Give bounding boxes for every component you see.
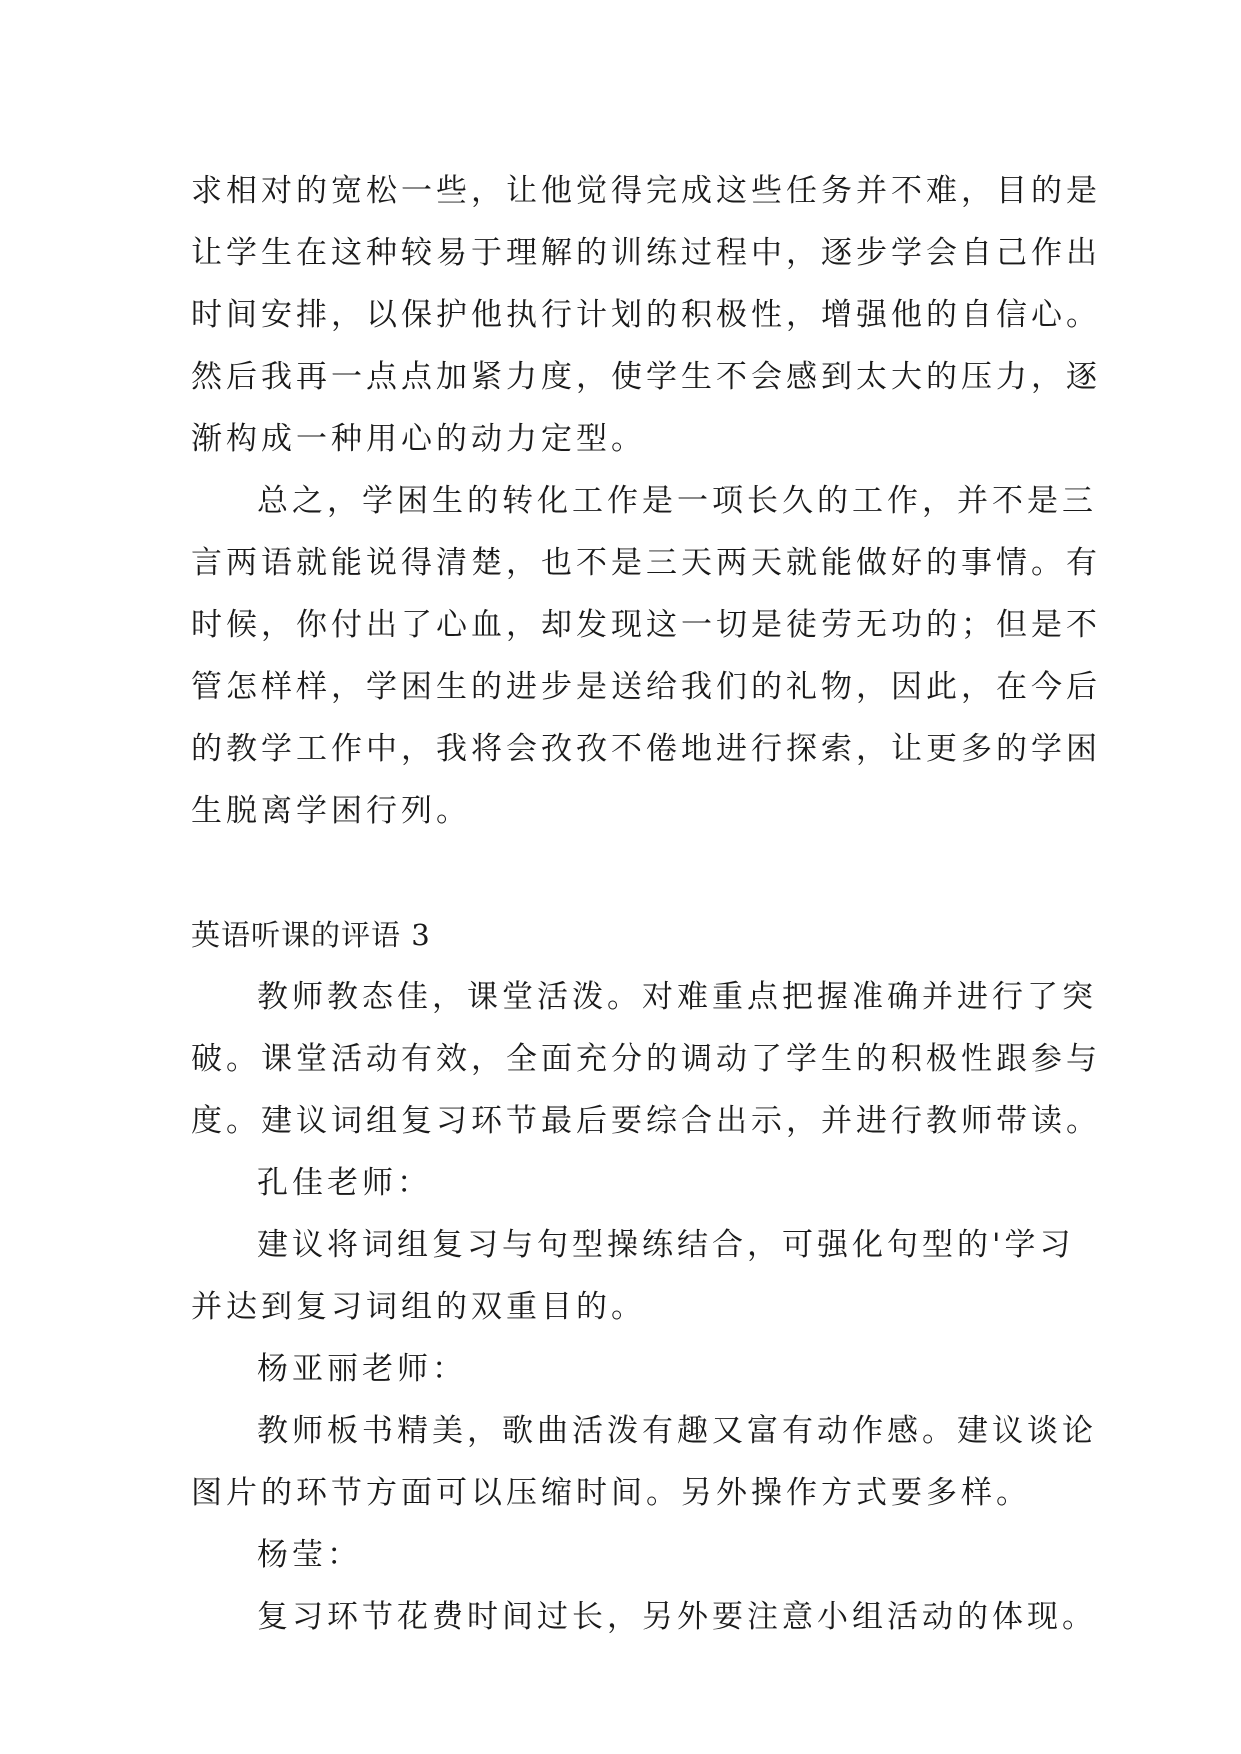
paragraph-line: 言两语就能说得清楚，也不是三天两天就能做好的事情。有 bbox=[191, 545, 1101, 581]
paragraph-line: 求相对的宽松一些，让他觉得完成这些任务并不难，目的是 bbox=[191, 173, 1101, 209]
paragraph-line: 破。课堂活动有效，全面充分的调动了学生的积极性跟参与 bbox=[191, 1041, 1101, 1077]
reviewer-name: 杨莹： bbox=[257, 1537, 362, 1573]
reviewer-name: 孔佳老师： bbox=[257, 1165, 432, 1201]
paragraph-line: 管怎样样，学困生的进步是送给我们的礼物，因此，在今后 bbox=[191, 669, 1101, 705]
paragraph-line: 并达到复习词组的双重目的。 bbox=[191, 1289, 646, 1325]
section-heading: 英语听课的评语 3 bbox=[191, 918, 431, 952]
paragraph-line: 渐构成一种用心的动力定型。 bbox=[191, 421, 646, 457]
paragraph-line: 复习环节花费时间过长，另外要注意小组活动的体现。 bbox=[257, 1599, 1097, 1635]
paragraph-line: 的教学工作中，我将会孜孜不倦地进行探索，让更多的学困 bbox=[191, 731, 1101, 767]
paragraph-line: 总之，学困生的转化工作是一项长久的工作，并不是三 bbox=[257, 483, 1097, 519]
blank-line bbox=[191, 842, 1071, 904]
document-body bbox=[191, 160, 1101, 1648]
paragraph-line: 然后我再一点点加紧力度，使学生不会感到太大的压力，逐 bbox=[191, 359, 1101, 395]
reviewer-name: 杨亚丽老师： bbox=[257, 1351, 467, 1387]
paragraph-line: 让学生在这种较易于理解的训练过程中，逐步学会自己作出 bbox=[191, 235, 1101, 271]
paragraph-line: 建议将词组复习与句型操练结合，可强化句型的'学习 bbox=[257, 1227, 1075, 1263]
paragraph-line: 度。建议词组复习环节最后要综合出示，并进行教师带读。 bbox=[191, 1103, 1101, 1139]
paragraph-line: 教师板书精美，歌曲活泼有趣又富有动作感。建议谈论 bbox=[257, 1413, 1097, 1449]
paragraph-line: 时间安排，以保护他执行计划的积极性，增强他的自信心。 bbox=[191, 297, 1101, 333]
paragraph-line: 时候，你付出了心血，却发现这一切是徒劳无功的；但是不 bbox=[191, 607, 1101, 643]
paragraph-line: 图片的环节方面可以压缩时间。另外操作方式要多样。 bbox=[191, 1475, 1031, 1511]
paragraph-line: 教师教态佳，课堂活泼。对难重点把握准确并进行了突 bbox=[257, 979, 1097, 1015]
paragraph-line: 生脱离学困行列。 bbox=[191, 793, 471, 829]
